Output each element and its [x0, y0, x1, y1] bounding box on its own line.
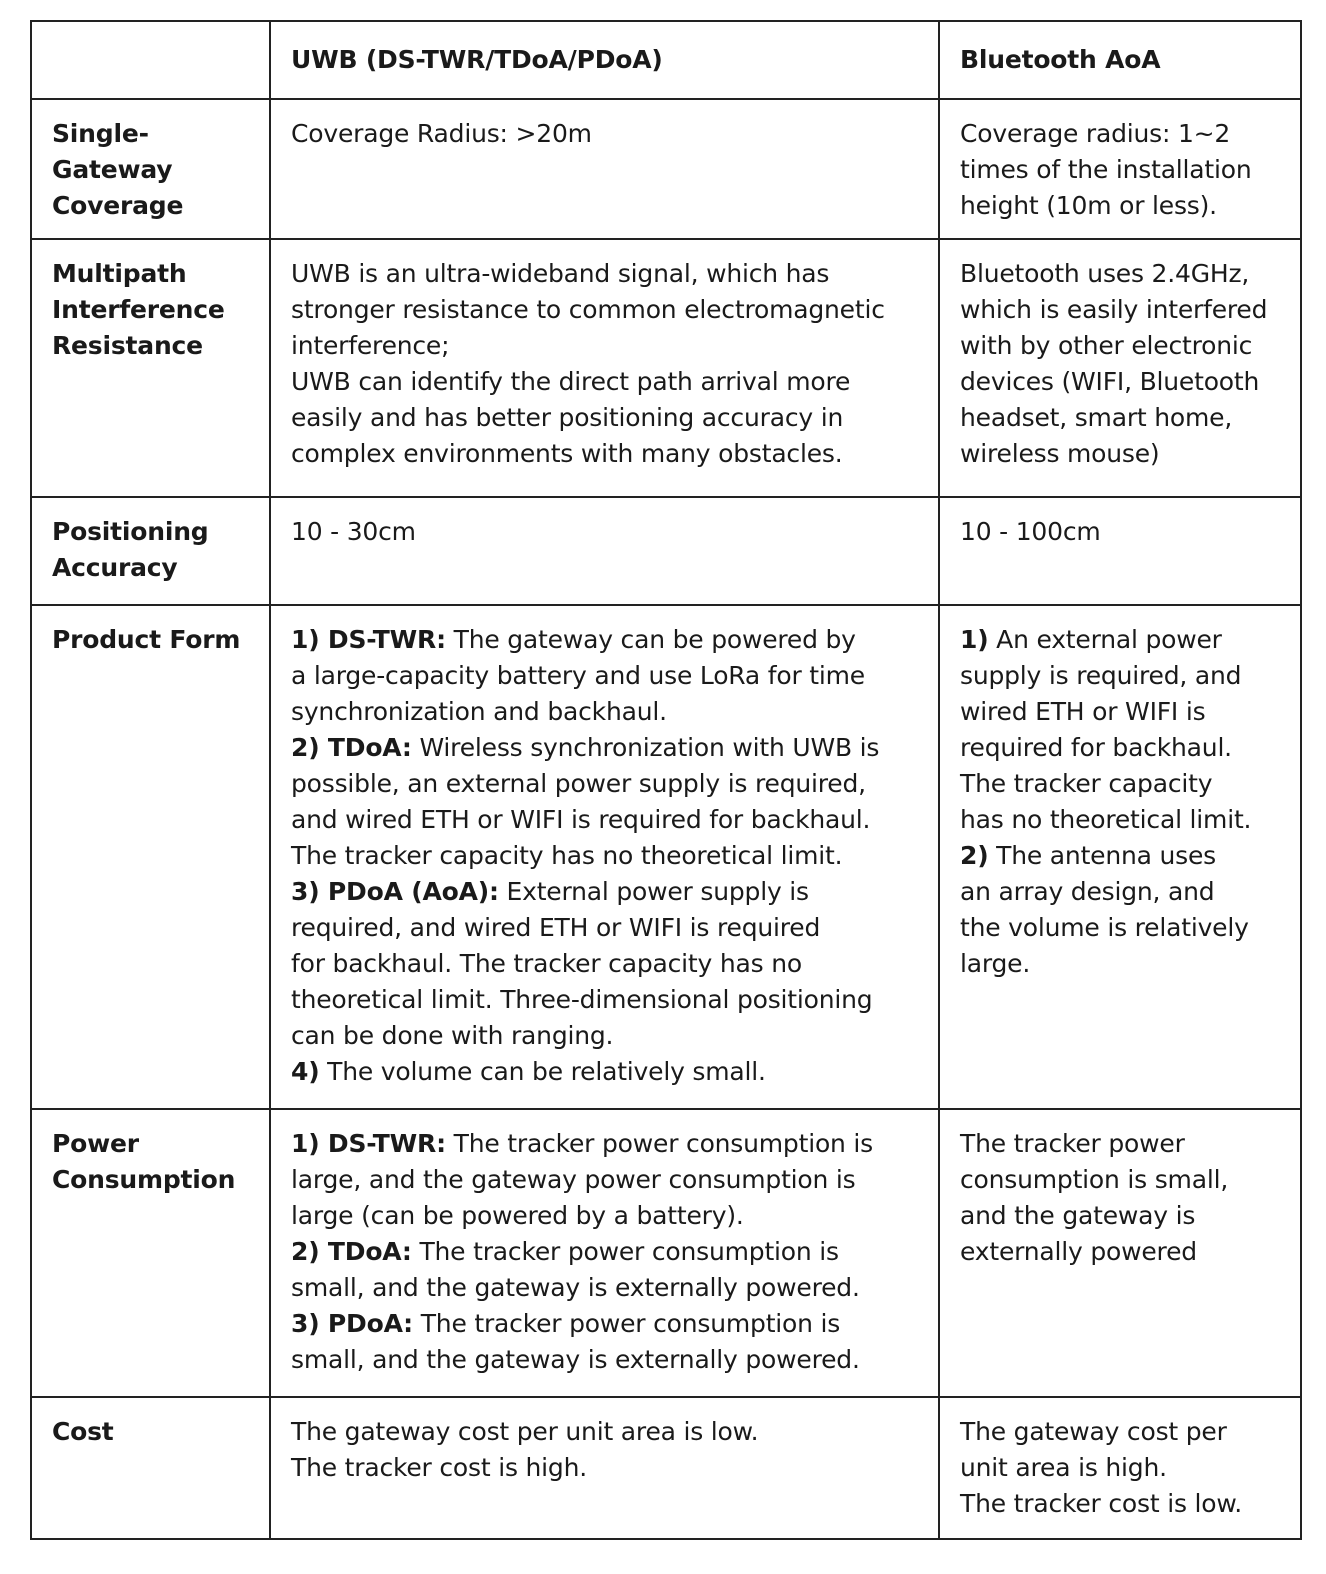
cell-text-line: can be done with ranging. — [291, 1021, 614, 1050]
cell-text-line: Single- — [52, 119, 149, 148]
cell-text-line: Gateway — [52, 155, 173, 184]
cell-text-line: possible, an external power supply is required, — [291, 769, 866, 798]
cell-text-line: interference; — [291, 331, 450, 360]
ble-cell — [939, 1109, 1301, 1397]
cell-text-line: wireless mouse) — [960, 439, 1160, 468]
cell-text-line: Multipath — [52, 259, 187, 288]
cell-text-line: Cost — [52, 1417, 114, 1446]
row-label-cell — [31, 99, 270, 239]
cell-text-line: the volume is relatively — [960, 913, 1249, 942]
header-ble-cell — [939, 21, 1301, 99]
cell-text-line: 10 - 100cm — [960, 517, 1101, 546]
header-ble-label: Bluetooth AoA — [960, 45, 1161, 74]
item-number-label: 1) DS-TWR: — [291, 1129, 446, 1158]
uwb-cell — [270, 99, 939, 239]
cell-text-line: The gateway cost per unit area is low. — [291, 1417, 759, 1446]
row-label-cell — [31, 1397, 270, 1539]
cell-text-line: 1) An external power — [960, 625, 1222, 654]
cell-text-line: supply is required, and — [960, 661, 1242, 690]
header-uwb-cell — [270, 21, 939, 99]
item-number-label: 3) PDoA (AoA): — [291, 877, 499, 906]
cell-text-line: Coverage Radius: >20m — [291, 119, 592, 148]
ble-cell — [939, 239, 1301, 497]
cell-text-line: The gateway cost per — [960, 1417, 1227, 1446]
cell-text-line: height (10m or less). — [960, 191, 1217, 220]
ble-cell — [939, 497, 1301, 605]
cell-text-line: which is easily interfered — [960, 295, 1268, 324]
cell-text-line: for backhaul. The tracker capacity has no — [291, 949, 802, 978]
cell-text-line: small, and the gateway is externally powered. — [291, 1273, 860, 1302]
cell-text-line: The tracker capacity has no theoretical limit. — [291, 841, 843, 870]
cell-text-line: Consumption — [52, 1165, 236, 1194]
item-number-label: 2) TDoA: — [291, 1237, 412, 1266]
cell-text-line: and wired ETH or WIFI is required for backhaul. — [291, 805, 871, 834]
uwb-cell — [270, 1109, 939, 1397]
cell-text-line: unit area is high. — [960, 1453, 1167, 1482]
uwb-cell — [270, 239, 939, 497]
table-row — [31, 99, 1301, 239]
cell-text-line: devices (WIFI, Bluetooth — [960, 367, 1260, 396]
cell-text-line: large. — [960, 949, 1031, 978]
item-number-label: 2) — [960, 841, 989, 870]
cell-text-line: The tracker capacity — [960, 769, 1213, 798]
cell-text-line: times of the installation — [960, 155, 1252, 184]
cell-text-line: with by other electronic — [960, 331, 1253, 360]
cell-text-line: UWB is an ultra-wideband signal, which has — [291, 259, 830, 288]
item-number-label: 4) — [291, 1057, 320, 1086]
cell-text-line: Bluetooth uses 2.4GHz, — [960, 259, 1250, 288]
cell-text-line: 3) PDoA (AoA): External power supply is — [291, 877, 809, 906]
item-number-label: 2) TDoA: — [291, 733, 412, 762]
cell-text-line: wired ETH or WIFI is — [960, 697, 1206, 726]
uwb-cell — [270, 1397, 939, 1539]
cell-text-line: stronger resistance to common electromagnetic — [291, 295, 885, 324]
header-corner-cell — [31, 21, 270, 99]
cell-text-line: The tracker cost is low. — [960, 1489, 1243, 1518]
table-row — [31, 239, 1301, 497]
row-label-cell — [31, 1109, 270, 1397]
uwb-cell — [270, 497, 939, 605]
cell-text-line: 3) PDoA: The tracker power consumption is — [291, 1309, 841, 1338]
cell-text-line: 2) The antenna uses — [960, 841, 1216, 870]
cell-text-line: 2) TDoA: The tracker power consumption is — [291, 1237, 839, 1266]
cell-text-line: easily and has better positioning accuracy in — [291, 403, 844, 432]
row-label-cell — [31, 239, 270, 497]
uwb-cell — [270, 605, 939, 1109]
cell-text-line: Interference — [52, 295, 225, 324]
row-label-cell — [31, 605, 270, 1109]
cell-text-line: large (can be powered by a battery). — [291, 1201, 744, 1230]
table-row — [31, 1397, 1301, 1539]
header-uwb-label: UWB (DS-TWR/TDoA/PDoA) — [291, 45, 663, 74]
row-label-cell — [31, 497, 270, 605]
cell-text-line: UWB can identify the direct path arrival more — [291, 367, 851, 396]
table-row — [31, 605, 1301, 1109]
cell-text-line: 4) The volume can be relatively small. — [291, 1057, 766, 1086]
header-row — [31, 21, 1301, 99]
cell-text-line: synchronization and backhaul. — [291, 697, 667, 726]
cell-text-line: has no theoretical limit. — [960, 805, 1252, 834]
cell-text-line: 2) TDoA: Wireless synchronization with UWB is — [291, 733, 880, 762]
cell-text-line: Positioning — [52, 517, 209, 546]
cell-text-line: required, and wired ETH or WIFI is required — [291, 913, 821, 942]
cell-text-line: Coverage radius: 1~2 — [960, 119, 1231, 148]
cell-text-line: small, and the gateway is externally powered. — [291, 1345, 860, 1374]
cell-text-line: Product Form — [52, 625, 241, 654]
cell-text-line: a large-capacity battery and use LoRa for time — [291, 661, 865, 690]
table-row — [31, 497, 1301, 605]
cell-text-line: The tracker cost is high. — [291, 1453, 587, 1482]
cell-text-line: Coverage — [52, 191, 184, 220]
cell-text-line: Power — [52, 1129, 139, 1158]
table-row — [31, 1109, 1301, 1397]
cell-text-line: large, and the gateway power consumption is — [291, 1165, 856, 1194]
cell-text-line: Accuracy — [52, 553, 178, 582]
cell-text-line: headset, smart home, — [960, 403, 1233, 432]
cell-text-line: theoretical limit. Three-dimensional positioning — [291, 985, 873, 1014]
cell-text-line: required for backhaul. — [960, 733, 1232, 762]
cell-text-line: 10 - 30cm — [291, 517, 416, 546]
cell-text-line: and the gateway is — [960, 1201, 1196, 1230]
cell-text-line: 1) DS-TWR: The gateway can be powered by — [291, 625, 856, 654]
cell-text-line: externally powered — [960, 1237, 1197, 1266]
cell-text-line: 1) DS-TWR: The tracker power consumption is — [291, 1129, 874, 1158]
item-number-label: 1) — [960, 625, 989, 654]
comparison-table — [30, 20, 1302, 1540]
cell-text-line: Resistance — [52, 331, 203, 360]
cell-text-line: an array design, and — [960, 877, 1215, 906]
cell-text-line: complex environments with many obstacles. — [291, 439, 843, 468]
item-number-label: 1) DS-TWR: — [291, 625, 446, 654]
item-number-label: 3) PDoA: — [291, 1309, 413, 1338]
ble-cell — [939, 99, 1301, 239]
ble-cell — [939, 1397, 1301, 1539]
cell-text-line: consumption is small, — [960, 1165, 1229, 1194]
ble-cell — [939, 605, 1301, 1109]
cell-text-line: The tracker power — [960, 1129, 1185, 1158]
